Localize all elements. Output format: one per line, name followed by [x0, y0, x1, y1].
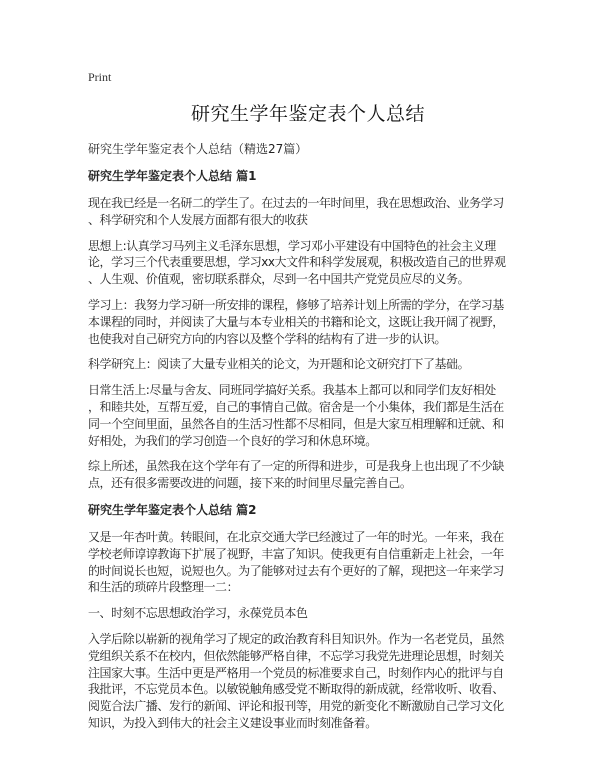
- paragraph-line: 学习上：我努力学习研一所安排的课程，修够了培养计划上所需的学分，在学习基: [88, 297, 504, 312]
- paragraph: [88, 297, 528, 347]
- paragraph-line: 党组织关系不在校内，但依然能够严格自律，不忘学习我党先进理论思想，时刻关: [88, 648, 504, 663]
- paragraph: [88, 195, 528, 229]
- document-subtitle: 研究生学年鉴定表个人总结（精选27篇）: [88, 142, 308, 156]
- paragraph-line: 学校老师谆谆教诲下扩展了视野，丰富了知识。使我更有自信重新走上社会，一年: [88, 546, 504, 561]
- paragraph-line: 和生活的琐碎片段整理一二：: [88, 580, 239, 595]
- paragraph-line: 注国家大事。生活中更是严格用一个党员的标准要求自己，时刻作内心的批评与自: [88, 665, 504, 680]
- section-heading: 研究生学年鉴定表个人总结 篇1: [88, 169, 257, 183]
- section-heading: 研究生学年鉴定表个人总结 篇2: [88, 502, 257, 517]
- paragraph-line: 一、时刻不忘思想政治学习，永葆党员本色: [88, 606, 308, 621]
- paragraph-line: 科学研究上：阅读了大量专业相关的论文，为开题和论文研究打下了基础。: [88, 357, 470, 372]
- paragraph-line: 本课程的同时，并阅读了大量与本专业相关的书籍和论文，这既让我开阔了视野，: [88, 314, 504, 329]
- paragraph: [88, 605, 528, 622]
- paragraph-line: 日常生活上:尽量与舍友、同班同学搞好关系。我基本上都可以和同学们友好相处: [88, 383, 496, 398]
- paragraph: [88, 529, 528, 596]
- paragraph-line: 我批评，不忘党员本色。以敏锐触角感受党不断取得的新成就，经常收听、收看、: [88, 682, 504, 697]
- paragraph-line: 、人生观、价值观，密切联系群众，尽到一名中国共产党党员应尽的义务。: [88, 272, 470, 287]
- paragraph-line: 的时间说长也短，说短也久。为了能够对过去有个更好的了解，现把这一年来学习: [88, 563, 504, 578]
- paragraph-line: 、科学研究和个人发展方面都有很大的收获: [88, 212, 308, 227]
- paragraph-line: 阅览合法广播、发行的新闻、评论和报刊等，用党的新变化不断激励自己学习文化: [88, 699, 504, 714]
- paragraph-line: 好相处，为我们的学习创造一个良好的学习和休息环境。: [88, 433, 377, 448]
- paragraph: [88, 458, 528, 492]
- paragraph-line: 入学后除以崭新的视角学习了规定的政治教育科目知识外。作为一名老党员，虽然: [88, 631, 504, 646]
- document-body: [88, 167, 528, 732]
- paragraph: [88, 631, 528, 732]
- document-page: [88, 70, 528, 741]
- paragraph: [88, 238, 528, 288]
- document-title: 研究生学年鉴定表个人总结: [190, 103, 425, 125]
- paragraph-line: 同一个空间里面，虽然各自的生活习性都不尽相同，但是大家互相理解和迁就、和: [88, 416, 504, 431]
- paragraph-line: 也使我对自己研究方向的内容以及整个学科的结构有了进一步的认识。: [88, 331, 447, 346]
- paragraph: [88, 356, 528, 373]
- print-link[interactable]: Print: [88, 70, 112, 84]
- paragraph-line: 综上所述，虽然我在这个学年有了一定的所得和进步，可是我身上也出现了不少缺: [88, 459, 504, 474]
- paragraph-line: 论，学习三个代表重要思想，学习xx大文件和科学发展观，积极改造自己的世界观: [88, 255, 506, 270]
- paragraph-line: ，和睦共处，互帮互爱，自己的事情自己做。宿舍是一个小集体，我们都是生活在: [88, 399, 504, 414]
- paragraph-line: 点，还有很多需要改进的问题，接下来的时间里尽量完善自己。: [88, 476, 412, 491]
- paragraph-line: 知识，为投入到伟大的社会主义建设事业而时刻准备着。: [88, 715, 377, 730]
- paragraph-line: 又是一年杏叶黄。转眼间，在北京交通大学已经渡过了一年的时光。一年来，我在: [88, 529, 504, 544]
- paragraph-line: 现在我已经是一名研二的学生了。在过去的一年时间里，我在思想政治、业务学习: [88, 196, 504, 210]
- paragraph: [88, 382, 528, 449]
- paragraph-line: 思想上:认真学习马列主义毛泽东思想，学习邓小平建设有中国特色的社会主义理: [88, 238, 496, 253]
